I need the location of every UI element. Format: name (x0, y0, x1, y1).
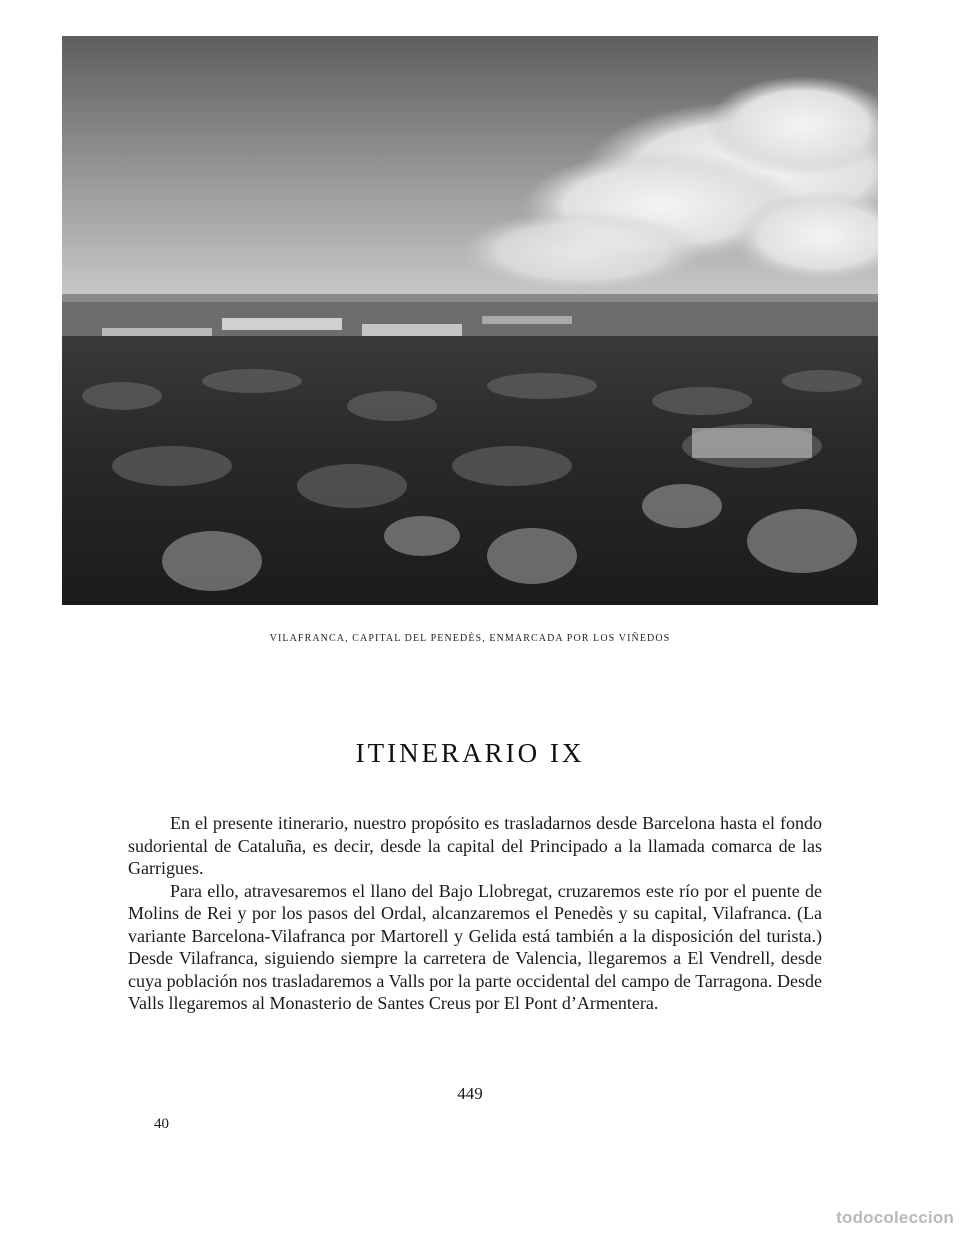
vineyard-photo (62, 36, 878, 605)
photo-caption: VILAFRANCA, CAPITAL DEL PENEDÈS, ENMARCADA POR LOS VIÑEDOS (269, 633, 671, 644)
signature-mark: 40 (154, 1116, 169, 1132)
paragraph: Para ello, atravesaremos el llano del Bajo Llobregat, cruzaremos este río por el puente de Molins de Rei y por los pasos del Ordal, alcanzaremos el Penedès y su capital, Vilafranca. (La variante Barcelona-Vilafranca por Martorell y Gelida está también a la disposición del turista.) Desde Vilafranca, siguiendo siempre la carretera de Valencia, llegaremos a El Vendrell, desde cuya población nos trasladaremos a Valls por la parte occidental del campo de Tarragona. Desde Valls llegaremos al Monasterio de Santes Creus por El Pont d’Armentera. (128, 880, 822, 1013)
watermark: todocoleccion (836, 1208, 954, 1227)
body-text (128, 812, 822, 1015)
paragraph: En el presente itinerario, nuestro propósito es trasladarnos desde Barcelona hasta el fondo sudoriental de Cataluña, es decir, desde la capital del Principado a la llamada comarca de las Garrigues. (128, 813, 822, 878)
page-number: 449 (457, 1084, 483, 1103)
chapter-title: ITINERARIO IX (355, 738, 585, 768)
